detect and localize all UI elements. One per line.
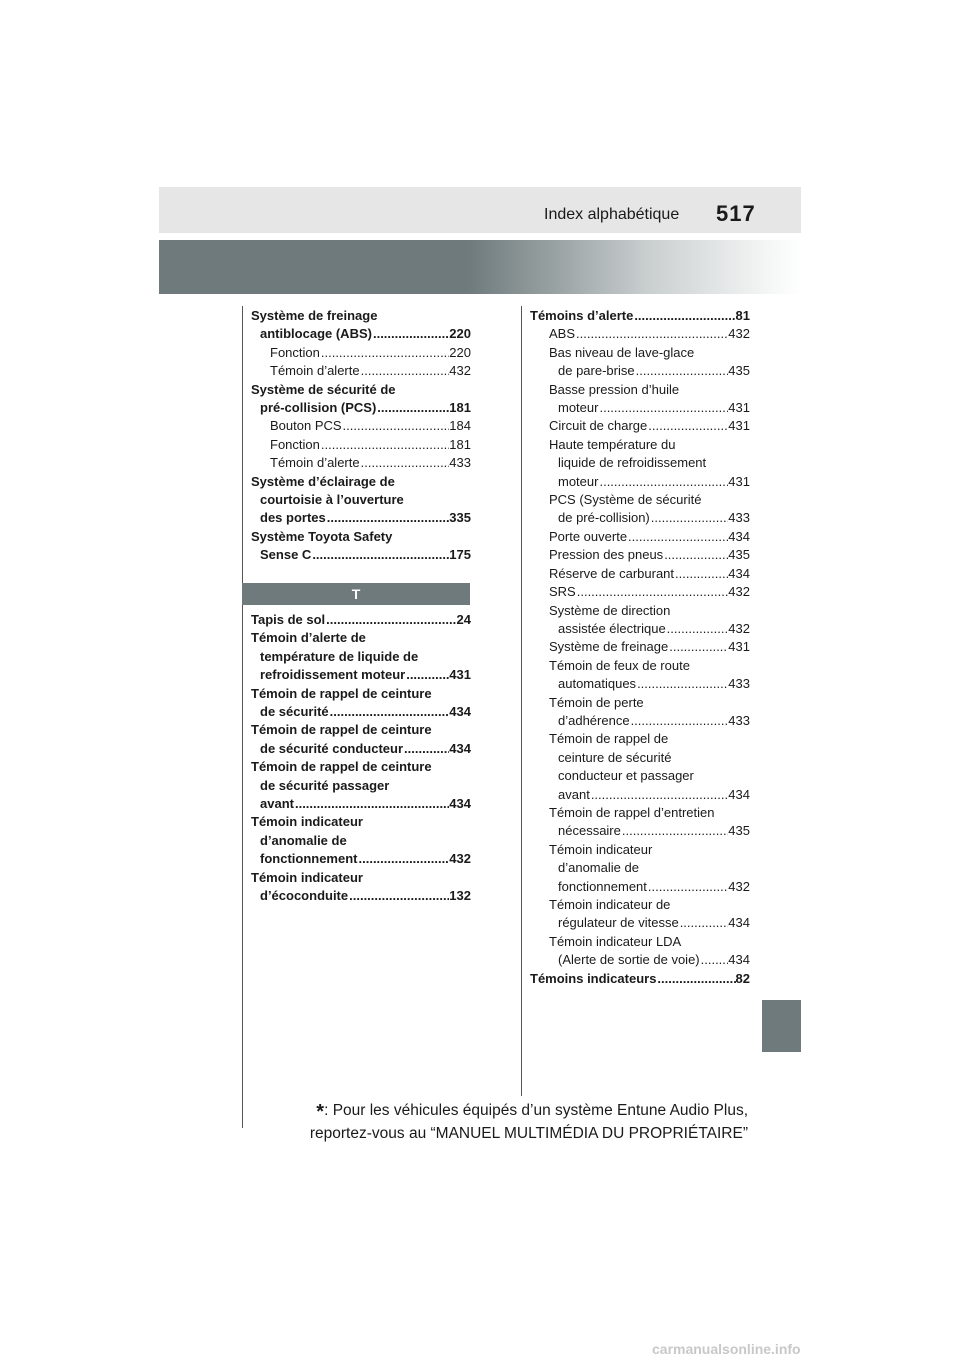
index-entry (530, 583, 750, 601)
index-entry-text: avant (260, 796, 294, 812)
index-entry-text: nécessaire (558, 823, 621, 839)
index-entry (251, 758, 471, 813)
dot-leader (630, 712, 729, 730)
index-entry-line: Témoin indicateur (549, 841, 653, 857)
index-entry-line (251, 417, 471, 435)
index-entry-text: de sécurité conducteur (260, 740, 404, 756)
index-entry-page: 432 (728, 878, 750, 894)
header-gradient-band (159, 240, 801, 294)
index-entry-page: 435 (728, 823, 750, 839)
index-entry-text: pré-collision (PCS) (260, 400, 377, 416)
index-entry-line (530, 583, 750, 601)
index-entry-page: 82 (735, 970, 750, 986)
index-entry-line: Système de freinage (251, 308, 378, 323)
dot-leader (348, 887, 449, 905)
index-entry (530, 804, 750, 841)
index-entry-page: 432 (728, 584, 750, 600)
column-divider-middle (521, 306, 522, 1096)
index-column-2 (530, 307, 750, 988)
index-entry-line: Témoin indicateur (251, 814, 363, 830)
index-column-1 (251, 307, 471, 565)
index-entry (530, 417, 750, 435)
index-entry-text: SRS (549, 584, 576, 600)
index-entry-page: 181 (449, 436, 471, 452)
index-entry-text: Témoins d’alerte (530, 308, 634, 323)
index-entry-page: 433 (449, 455, 471, 471)
index-entry-text: Témoin d’alerte (270, 455, 360, 471)
index-entry-line (530, 307, 750, 325)
index-entry-line (530, 914, 750, 932)
index-entry-page: 434 (728, 565, 750, 581)
index-entry-text: Circuit de charge (549, 418, 648, 434)
index-entry-line (530, 399, 750, 417)
index-entry-page: 434 (449, 740, 471, 756)
index-entry-line: d’anomalie de (558, 860, 639, 876)
dot-leader (320, 436, 449, 454)
index-entry-text: (Alerte de sortie de voie) (558, 952, 700, 968)
index-entry-line: Système de direction (549, 602, 671, 618)
dot-leader (647, 878, 728, 896)
index-entry-line: Témoin de rappel de ceinture (251, 759, 432, 775)
index-entry-line: Témoin de feux de route (549, 657, 690, 673)
index-entry (530, 933, 750, 970)
index-entry-line: PCS (Système de sécurité (549, 492, 702, 508)
dot-leader (598, 473, 728, 491)
dot-leader (666, 620, 729, 638)
column-divider-left (242, 306, 243, 1128)
index-entry-page: 435 (728, 363, 750, 379)
dot-leader (376, 399, 449, 417)
dot-leader (403, 740, 449, 758)
index-entry-line: ceinture de sécurité (558, 749, 672, 765)
dot-leader (320, 344, 449, 362)
index-entry-page: 432 (728, 620, 750, 636)
index-entry-line (251, 666, 471, 684)
index-entry-line (530, 878, 750, 896)
index-entry-page: 220 (449, 344, 471, 360)
index-entry (251, 685, 471, 722)
side-tab (762, 1000, 801, 1052)
index-entry-line (530, 509, 750, 527)
index-entry-page: 433 (728, 676, 750, 692)
index-entry-line (251, 362, 471, 380)
index-entry-page: 81 (735, 308, 750, 323)
index-entry (251, 869, 471, 906)
index-entry-page: 431 (728, 400, 750, 416)
index-entry-line: température de liquide de (260, 648, 419, 664)
index-entry-page: 433 (728, 712, 750, 728)
index-entry-line (251, 509, 471, 527)
index-entry-page: 431 (728, 639, 750, 655)
dot-leader (647, 417, 728, 435)
index-entry (530, 381, 750, 418)
index-entry-line (530, 473, 750, 491)
index-entry (251, 611, 471, 629)
index-entry-line: Haute température du (549, 436, 676, 452)
index-entry (530, 841, 750, 896)
dot-leader (635, 362, 729, 380)
dot-leader (372, 325, 449, 343)
index-entry-text: Fonction (270, 344, 320, 360)
dot-leader (636, 675, 728, 693)
index-entry (251, 362, 471, 380)
index-entry-line: Système Toyota Safety (251, 528, 393, 544)
header-title: Index alphabétique (544, 206, 680, 223)
index-entry-line (251, 795, 471, 813)
dot-leader (342, 417, 450, 435)
index-entry-text: Tapis de sol (251, 612, 326, 627)
header-bar (159, 187, 801, 233)
footnote-line-1: *: Pour les véhicules équipés d’un système Entune Audio Plus, (316, 1101, 748, 1123)
index-entry-page: 181 (449, 400, 471, 416)
index-entry-line (251, 546, 471, 564)
index-entry-text: assistée électrique (558, 620, 666, 636)
section-letter: T (242, 583, 470, 605)
index-entry-page: 434 (728, 952, 750, 968)
index-entry-line: Témoin indicateur LDA (549, 933, 682, 949)
index-entry (530, 970, 750, 988)
index-entry-line (530, 822, 750, 840)
index-entry-line (530, 712, 750, 730)
index-entry (530, 528, 750, 546)
index-entry-text: d’adhérence (558, 712, 630, 728)
index-entry-line (530, 970, 750, 988)
dot-leader (575, 325, 728, 343)
footnote (300, 1100, 748, 1145)
index-entry-text: d’écoconduite (260, 888, 349, 904)
index-entry-line (530, 786, 750, 804)
index-entry-text: Fonction (270, 436, 320, 452)
index-entry-text: Sense C (260, 547, 312, 563)
dot-leader (590, 786, 728, 804)
index-entry-text: fonctionnement (558, 878, 647, 894)
index-entry (530, 694, 750, 731)
dot-leader (668, 638, 728, 656)
dot-leader (621, 822, 728, 840)
index-entry-text: régulateur de vitesse (558, 915, 679, 931)
index-entry-line: Témoin de rappel de ceinture (251, 722, 432, 738)
dot-leader (656, 970, 735, 988)
index-entry-line (530, 565, 750, 583)
index-entry-line (251, 740, 471, 758)
index-entry-page: 432 (728, 326, 750, 342)
dot-leader (326, 509, 450, 527)
dot-leader (358, 850, 450, 868)
index-entry-line (530, 951, 750, 969)
index-entry-line (530, 528, 750, 546)
footnote-star: * (316, 1101, 325, 1123)
index-entry (530, 896, 750, 933)
index-entry-page: 431 (728, 473, 750, 489)
index-entry-text: ABS (549, 326, 576, 342)
index-entry-text: de pare-brise (558, 363, 635, 379)
dot-leader (311, 546, 449, 564)
index-entry-line (251, 703, 471, 721)
index-entry-line (251, 325, 471, 343)
dot-leader (627, 528, 728, 546)
dot-leader (405, 666, 449, 684)
index-entry (251, 813, 471, 868)
index-entry-line (530, 620, 750, 638)
index-entry-line (530, 417, 750, 435)
index-entry-page: 431 (728, 418, 750, 434)
index-entry-line (251, 887, 471, 905)
watermark: carmanualsonline.info (652, 1341, 801, 1357)
index-entry-text: de pré-collision) (558, 510, 650, 526)
index-entry-line (251, 344, 471, 362)
index-entry-page: 24 (456, 612, 471, 627)
dot-leader (679, 914, 729, 932)
index-entry-text: Porte ouverte (549, 528, 628, 544)
index-entry-text: automatiques (558, 676, 637, 692)
dot-leader (360, 454, 450, 472)
index-entry-page: 175 (449, 547, 471, 563)
index-entry-line: Témoin d’alerte de (251, 630, 366, 646)
index-entry-text: fonctionnement (260, 851, 358, 867)
index-entry-text: Pression des pneus (549, 547, 664, 563)
index-entry-line: Système de sécurité de (251, 381, 396, 397)
index-entry (251, 721, 471, 758)
index-entry-line (251, 454, 471, 472)
index-entry-page: 434 (728, 915, 750, 931)
index-entry (530, 657, 750, 694)
index-entry (251, 473, 471, 528)
index-entry-text: des portes (260, 510, 326, 526)
index-entry-text: antiblocage (ABS) (260, 326, 372, 342)
index-entry-line (530, 675, 750, 693)
index-entry-page: 184 (449, 418, 471, 434)
index-entry-page: 432 (449, 851, 471, 867)
index-entry (530, 344, 750, 381)
index-entry (530, 730, 750, 804)
index-entry-line: conducteur et passager (558, 768, 694, 784)
index-entry-text: moteur (558, 400, 599, 416)
index-entry-text: Témoins indicateurs (530, 970, 657, 986)
index-entry-line: Témoin indicateur de (549, 897, 671, 912)
index-entry (530, 565, 750, 583)
index-entry-page: 433 (728, 510, 750, 526)
index-entry (530, 307, 750, 325)
footnote-line-2: reportez-vous au “MANUEL MULTIMÉDIA DU PROPRIÉTAIRE” (309, 1125, 748, 1142)
index-entry-line: Témoin de rappel de (549, 731, 669, 747)
index-entry-line: Système d’éclairage de (251, 473, 395, 489)
index-entry-text: Témoin d’alerte (270, 363, 360, 379)
index-entry-page: 335 (449, 510, 471, 526)
index-entry-line: Témoin de perte (549, 694, 644, 710)
index-entry-line (530, 546, 750, 564)
index-entry-page: 434 (728, 786, 750, 802)
dot-leader (598, 399, 728, 417)
index-entry-line (251, 850, 471, 868)
index-entry-line (251, 611, 471, 629)
index-entry-line: d’anomalie de (260, 832, 347, 848)
index-entry-page: 431 (449, 667, 471, 683)
dot-leader (650, 509, 729, 527)
dot-leader (633, 307, 735, 325)
dot-leader (294, 795, 449, 813)
index-entry-text: avant (558, 786, 590, 802)
index-entry-text: moteur (558, 473, 599, 489)
index-entry-page: 432 (449, 363, 471, 379)
index-entry-line: Bas niveau de lave-glace (549, 344, 695, 360)
index-entry (530, 436, 750, 491)
index-entry (251, 344, 471, 362)
index-entry-line (530, 362, 750, 380)
index-entry-page: 435 (728, 547, 750, 563)
index-entry (251, 528, 471, 565)
index-entry (251, 307, 471, 344)
index-entry-line (251, 399, 471, 417)
index-entry-line: courtoisie à l’ouverture (260, 492, 404, 508)
index-entry-text: Réserve de carburant (549, 565, 675, 581)
index-entry-line: Témoin indicateur (251, 869, 363, 885)
dot-leader (360, 362, 450, 380)
index-entry-text: Système de freinage (549, 639, 669, 655)
dot-leader (663, 546, 728, 564)
index-entry-page: 434 (728, 528, 750, 544)
index-entry-line: Basse pression d’huile (549, 381, 680, 397)
index-entry-text: Bouton PCS (270, 418, 342, 434)
index-entry (251, 381, 471, 418)
index-entry-page: 434 (449, 796, 471, 812)
index-entry-line (251, 436, 471, 454)
page-number: 517 (716, 201, 756, 226)
index-entry-page: 434 (449, 704, 471, 720)
index-entry (251, 417, 471, 435)
index-entry-line: Témoin de rappel de ceinture (251, 685, 432, 701)
index-entry-line: de sécurité passager (260, 777, 390, 793)
index-entry-text: refroidissement moteur (260, 667, 406, 683)
index-entry (530, 602, 750, 639)
dot-leader (700, 951, 729, 969)
index-entry (530, 325, 750, 343)
dot-leader (576, 583, 729, 601)
index-entry (530, 638, 750, 656)
index-entry (251, 454, 471, 472)
index-entry-line (530, 638, 750, 656)
index-entry-line: liquide de refroidissement (558, 455, 707, 471)
index-column-1-t (251, 611, 471, 906)
index-entry-page: 220 (449, 326, 471, 342)
index-entry-line (530, 325, 750, 343)
index-entry-text: de sécurité (260, 704, 329, 720)
dot-leader (674, 565, 728, 583)
dot-leader (325, 611, 456, 629)
index-entry (530, 491, 750, 528)
index-entry (251, 629, 471, 684)
dot-leader (329, 703, 450, 721)
index-entry-line: Témoin de rappel d’entretien (549, 804, 715, 820)
index-entry (530, 546, 750, 564)
index-entry (251, 436, 471, 454)
index-entry-page: 132 (449, 888, 471, 904)
